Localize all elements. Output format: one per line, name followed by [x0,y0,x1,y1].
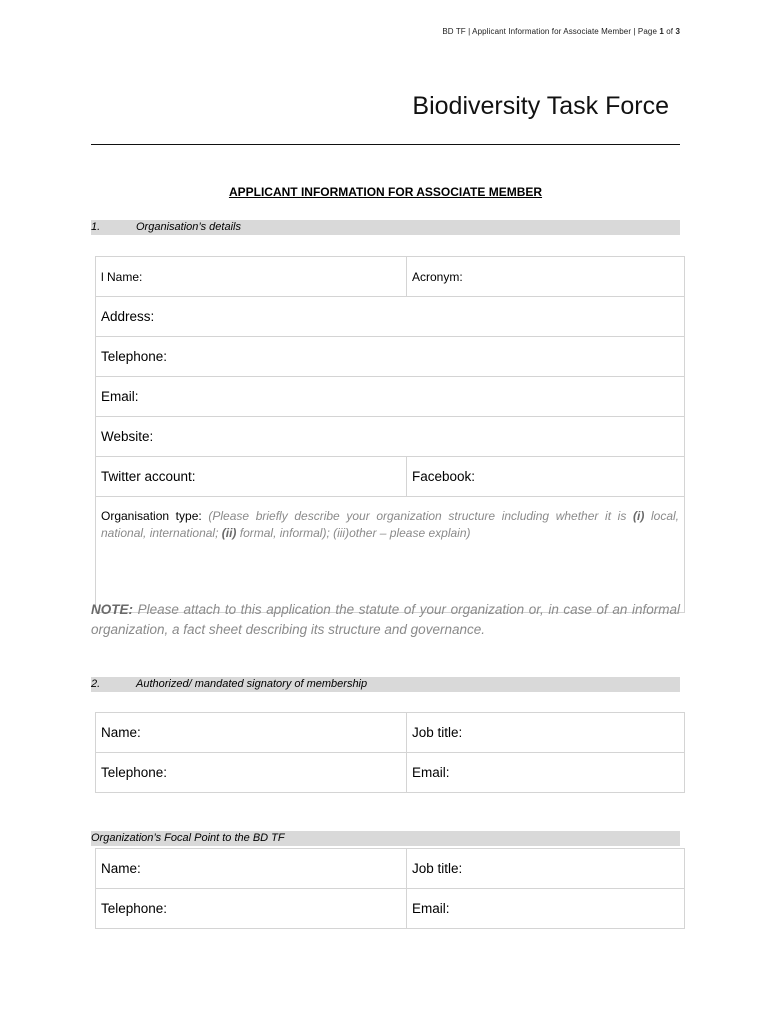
signatory-name-field[interactable]: Name: [96,713,407,753]
focal-email-field[interactable]: Email: [407,889,685,929]
focal-point-heading [91,831,680,846]
attachment-note [91,600,680,640]
page-total: 3 [675,27,680,36]
signatory-telephone-field[interactable]: Telephone: [96,753,407,793]
page-header [442,27,680,36]
focal-telephone-field[interactable]: Telephone: [96,889,407,929]
document-title: Biodiversity Task Force [412,92,669,120]
page-header-text: BD TF | Applicant Information for Associate Member | Page [442,27,660,36]
note-label: NOTE: [91,602,133,617]
org-acronym-field[interactable]: Acronym: [407,257,685,297]
org-telephone-field[interactable]: Telephone: [96,337,685,377]
note-text: Please attach to this application the statute of your organization or, in case of an informal organization, a fact sheet describing its structure and governance. [91,602,680,637]
org-facebook-field[interactable]: Facebook: [407,457,685,497]
signatory-table [95,712,685,793]
org-address-field[interactable]: Address: [96,297,685,337]
section-1-number: 1. [91,221,101,233]
focal-job-title-field[interactable]: Job title: [407,849,685,889]
org-type-label: Organisation type: [101,509,209,523]
section-1-heading [91,220,680,235]
section-2-heading [91,677,680,692]
org-email-field[interactable]: Email: [96,377,685,417]
form-title: APPLICANT INFORMATION FOR ASSOCIATE MEMBER [228,185,543,199]
section-2-number: 2. [91,678,101,690]
signatory-email-field[interactable]: Email: [407,753,685,793]
focal-point-title: Organization’s Focal Point to the BD TF [91,832,285,844]
org-website-field[interactable]: Website: [96,417,685,457]
page-of: of [663,27,676,36]
signatory-job-title-field[interactable]: Job title: [407,713,685,753]
organisation-details-table [95,256,685,613]
page-number: 1 [659,27,664,36]
org-type-field[interactable] [96,497,685,613]
section-1-title: Organisation’s details [136,221,241,233]
org-type-hint: (Please briefly describe your organization structure including whether it is (i) local, national, international; (ii) formal, informal); (iii)other – please explain) [101,509,679,540]
section-2-title: Authorized/ mandated signatory of membership [136,678,368,690]
org-twitter-field[interactable]: Twitter account: [96,457,407,497]
org-name-field[interactable]: l Name: [96,257,407,297]
title-divider [91,144,680,145]
focal-point-table [95,848,685,929]
focal-name-field[interactable]: Name: [96,849,407,889]
